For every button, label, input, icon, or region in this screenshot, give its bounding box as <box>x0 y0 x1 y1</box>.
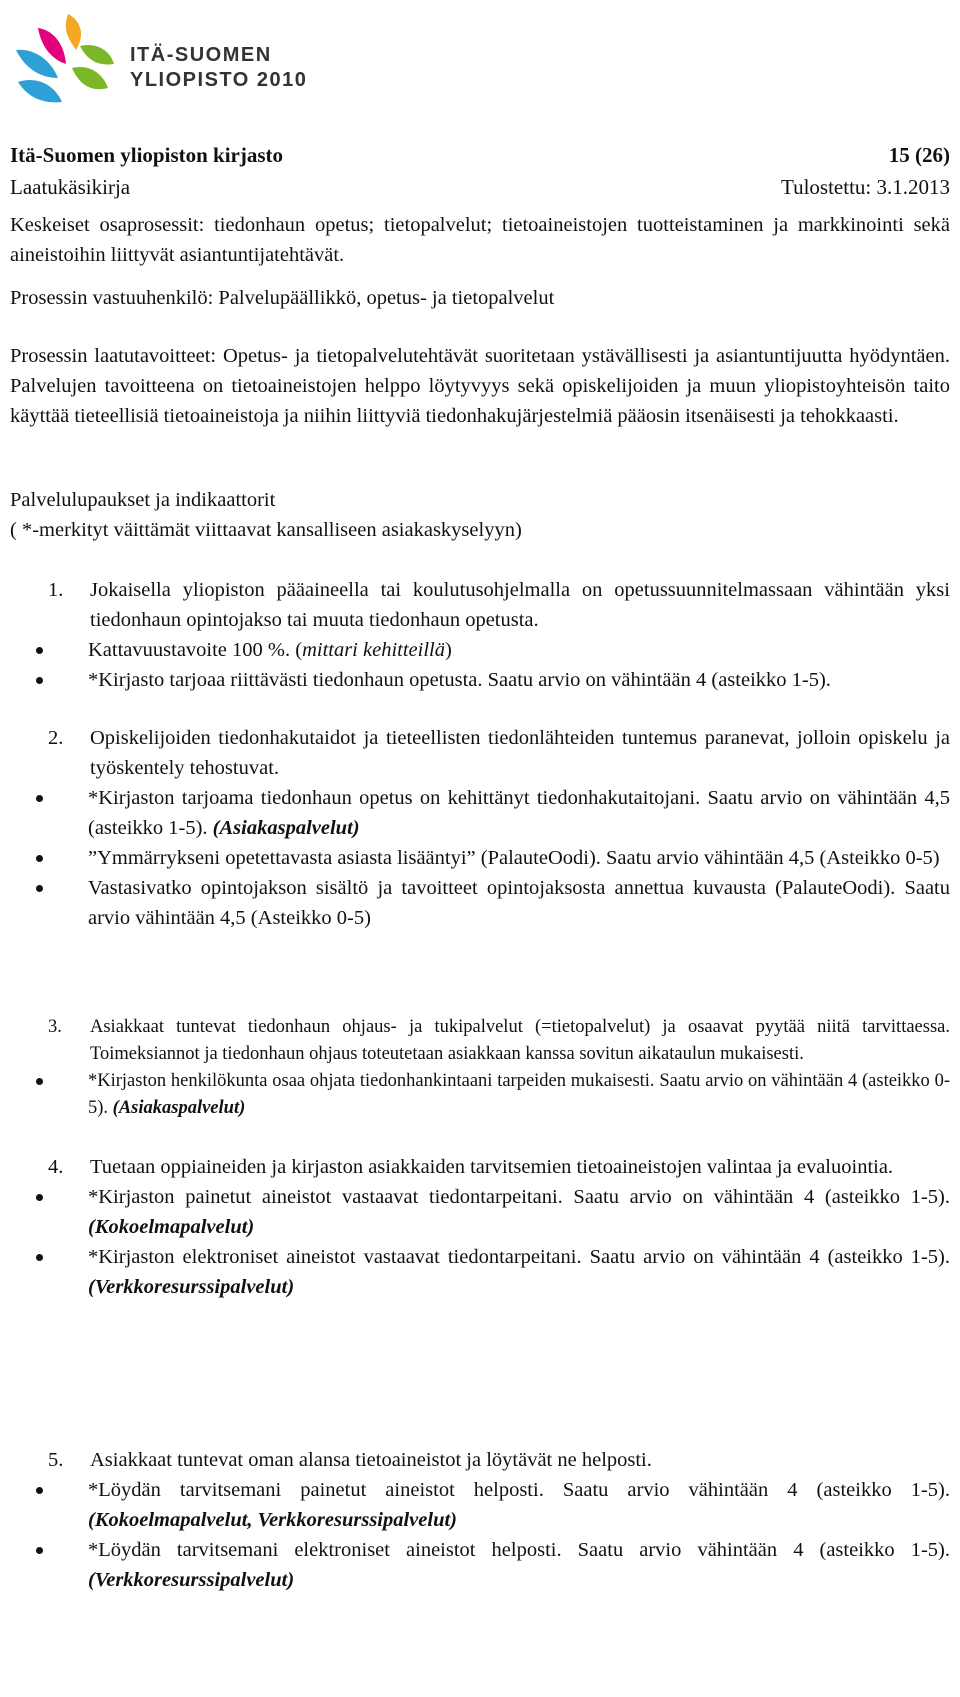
bullet-icon <box>36 647 43 654</box>
logo-flame-icon <box>10 6 120 116</box>
bullet-icon <box>36 1078 43 1085</box>
bullet-icon <box>36 1254 43 1261</box>
quality-goals-paragraph: Prosessin laatutavoitteet: Opetus- ja tietopalvelutehtävät suoritetaan ystävällisesti ja asiantuntijuutta hyödyntäen. Palvelujen tavoitteena on tietoaineistojen helppo löytyvyys sekä opiskelijoiden ja muun yliopistoyhteisön taito käyttää tieteellisiä tietoaineistoja ja niihin liittyviä tiedonhakujärjestelmiä pääosin itsenäisesti ja tehokkaasti. <box>10 345 950 427</box>
item-text: Opiskelijoiden tiedonhakutaidot ja tieteellisten tiedonlähteiden tuntemus paranevat, jolloin opiskelu ja työskentely tehostuvat. <box>90 727 950 779</box>
header-title: Itä-Suomen yliopiston kirjasto <box>10 143 284 167</box>
logo-line-1: ITÄ-SUOMEN <box>130 44 272 66</box>
bullet-icon <box>36 1194 43 1201</box>
bullet-icon <box>36 855 43 862</box>
bullet-item: *Löydän tarvitsemani elektroniset aineistot helposti. Saatu arvio vähintään 4 (asteikko 1-5). (Verkkoresurssipalvelut) <box>10 1535 950 1595</box>
bullet-item: *Kirjaston henkilökunta osaa ohjata tiedonhankintaani tarpeiden mukaisesti. Saatu arvio on vähintään 4 (asteikko 0-5). (Asiakaspalvelut) <box>10 1068 950 1122</box>
bullet-icon <box>36 1487 43 1494</box>
bullet-item: *Kirjaston painetut aineistot vastaavat tiedontarpeitani. Saatu arvio on vähintään 4 (asteikko 1-5). (Kokoelmapalvelut) <box>10 1182 950 1242</box>
promises-note: ( *-merkityt väittämät viittaavat kansalliseen asiakaskyselyyn) <box>10 519 522 541</box>
bullet-item: Kattavuustavoite 100 %. (mittari kehitteillä) <box>10 635 950 665</box>
bullet-item: *Kirjaston tarjoama tiedonhaun opetus on kehittänyt tiedonhakutaitojani. Saatu arvio on vähintään 4,5 (asteikko 1-5). (Asiakaspalvelut) <box>10 783 950 843</box>
item-text: Asiakkaat tuntevat tiedonhaun ohjaus- ja tukipalvelut (=tietopalvelut) ja osaavat pyytää niitä tarvittaessa. Toimeksiannot ja tiedonhaun ohjaus toteutetaan asiakkaan kanssa sovitun aikataulun mukaisesti. <box>90 1017 950 1064</box>
bullet-icon <box>36 677 43 684</box>
item-number: 2. <box>48 727 64 749</box>
bullet-item: Vastasivatko opintojakson sisältö ja tavoitteet opintojaksosta annettua kuvausta (PalauteOodi). Saatu arvio vähintään 4,5 (Asteikko 0-5) <box>10 873 950 933</box>
page-number: 15 (26) <box>888 143 950 167</box>
document-name: Laatukäsikirja <box>10 175 131 199</box>
bullet-item: *Kirjaston elektroniset aineistot vastaavat tiedontarpeitani. Saatu arvio on vähintään 4 (asteikko 1-5). (Verkkoresurssipalvelut) <box>10 1242 950 1302</box>
bullet-icon <box>36 885 43 892</box>
promises-title: Palvelulupaukset ja indikaattorit <box>10 489 276 511</box>
process-owner-paragraph: Prosessin vastuuhenkilö: Palvelupäällikkö, opetus- ja tietopalvelut <box>10 287 555 309</box>
item-number: 1. <box>48 579 64 601</box>
item-text: Tuetaan oppiaineiden ja kirjaston asiakkaiden tarvitsemien tietoaineistojen valintaa ja evaluointia. <box>90 1156 894 1178</box>
key-processes-paragraph: Keskeiset osaprosessit: tiedonhaun opetus; tietopalvelut; tietoaineistojen tuotteistaminen ja markkinointi sekä aineistoihin liittyvät asiantuntijatehtävät. <box>10 214 950 266</box>
bullet-icon <box>36 1547 43 1554</box>
item-number: 5. <box>48 1449 64 1471</box>
print-date: Tulostettu: 3.1.2013 <box>780 175 950 199</box>
item-number: 4. <box>48 1156 64 1178</box>
bullet-item: ”Ymmärrykseni opetettavasta asiasta lisääntyi” (PalauteOodi). Saatu arvio vähintään 4,5 (Asteikko 0-5) <box>10 843 950 873</box>
bullet-item: *Kirjasto tarjoaa riittävästi tiedonhaun opetusta. Saatu arvio on vähintään 4 (asteikko 1-5). <box>10 665 950 695</box>
logo-line-2: YLIOPISTO 2010 <box>130 69 308 91</box>
item-number: 3. <box>48 1017 62 1037</box>
item-text: Jokaisella yliopiston pääaineella tai koulutusohjelmalla on opetussuunnitelmassaan vähintään yksi tiedonhaun opintojakso tai muuta tiedonhaun opetusta. <box>90 579 950 631</box>
bullet-icon <box>36 795 43 802</box>
service-promises-heading <box>10 485 950 545</box>
university-logo <box>10 6 310 116</box>
bullet-item: *Löydän tarvitsemani painetut aineistot helposti. Saatu arvio vähintään 4 (asteikko 1-5).(Kokoelmapalvelut, Verkkoresurssipalvelut) <box>10 1475 950 1535</box>
item-text: Asiakkaat tuntevat oman alansa tietoaineistot ja löytävät ne helposti. <box>90 1449 652 1471</box>
